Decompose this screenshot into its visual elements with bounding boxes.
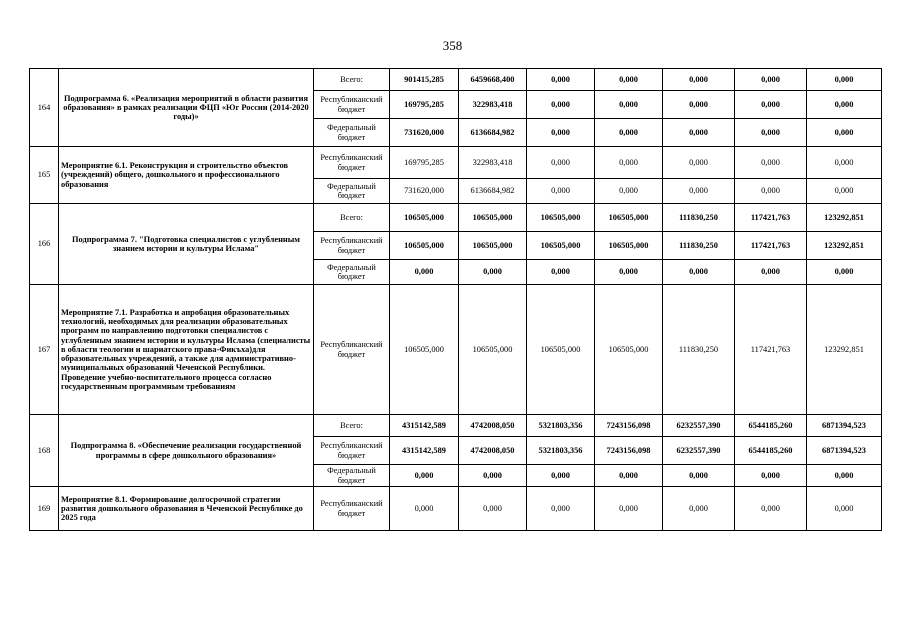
amount-cell: 0,000 — [807, 119, 882, 147]
row-number: 166 — [30, 204, 59, 285]
funding-source: Федеральный бюджет — [314, 465, 390, 487]
amount-cell: 322983,418 — [459, 91, 527, 119]
program-name: Подпрограмма 8. «Обеспечение реализации государственной программы в сфере дошкольного образования» — [59, 415, 314, 487]
amount-cell: 0,000 — [595, 487, 663, 531]
amount-cell: 901415,285 — [390, 69, 459, 91]
amount-cell: 0,000 — [735, 91, 807, 119]
table-row — [30, 69, 882, 91]
program-name: Мероприятие 7.1. Разработка и апробация образовательных технологий, необходимых для реализации образовательных программ по направлению подготовки специалистов с углубленным знанием истории и культуры Ислама (специалисты в области теологии и шариатского права-Фикъха)для образовательных учреждений, а также для административно-муниципальных образований Чеченской Республики. Проведение учебно-воспитательного процесса согласно государственным программным требованиям — [59, 285, 314, 415]
amount-cell: 123292,851 — [807, 285, 882, 415]
amount-cell: 322983,418 — [459, 147, 527, 179]
amount-cell: 4742008,050 — [459, 437, 527, 465]
budget-table — [29, 68, 882, 531]
amount-cell: 0,000 — [595, 465, 663, 487]
amount-cell: 106505,000 — [390, 204, 459, 232]
funding-source: Всего: — [314, 69, 390, 91]
amount-cell: 0,000 — [735, 260, 807, 285]
amount-cell: 106505,000 — [459, 204, 527, 232]
amount-cell: 0,000 — [663, 465, 735, 487]
amount-cell: 0,000 — [663, 69, 735, 91]
amount-cell: 5321803,356 — [527, 437, 595, 465]
program-name: Мероприятие 6.1. Реконструкция и строительство объектов (учреждений) общего, дошкольного и профессионального образования — [59, 147, 314, 204]
amount-cell: 0,000 — [735, 487, 807, 531]
amount-cell: 0,000 — [663, 91, 735, 119]
amount-cell: 0,000 — [807, 487, 882, 531]
amount-cell: 0,000 — [735, 119, 807, 147]
amount-cell: 0,000 — [390, 260, 459, 285]
amount-cell: 6871394,523 — [807, 415, 882, 437]
amount-cell: 6871394,523 — [807, 437, 882, 465]
table-row — [30, 204, 882, 232]
amount-cell: 0,000 — [735, 147, 807, 179]
amount-cell: 0,000 — [527, 179, 595, 204]
amount-cell: 731620,000 — [390, 119, 459, 147]
table-row — [30, 147, 882, 179]
page-number: 358 — [442, 38, 463, 53]
amount-cell: 0,000 — [527, 91, 595, 119]
amount-cell: 106505,000 — [595, 204, 663, 232]
amount-cell: 6459668,400 — [459, 69, 527, 91]
amount-cell: 0,000 — [663, 147, 735, 179]
amount-cell: 0,000 — [527, 69, 595, 91]
amount-cell: 123292,851 — [807, 204, 882, 232]
amount-cell: 0,000 — [459, 260, 527, 285]
amount-cell: 0,000 — [595, 119, 663, 147]
funding-source: Всего: — [314, 204, 390, 232]
amount-cell: 731620,000 — [390, 179, 459, 204]
amount-cell: 7243156,098 — [595, 437, 663, 465]
amount-cell: 0,000 — [663, 260, 735, 285]
amount-cell: 0,000 — [735, 69, 807, 91]
amount-cell: 4742008,050 — [459, 415, 527, 437]
row-number: 165 — [30, 147, 59, 204]
row-number: 169 — [30, 487, 59, 531]
funding-source: Республиканский бюджет — [314, 487, 390, 531]
table-row — [30, 487, 882, 531]
amount-cell: 169795,285 — [390, 91, 459, 119]
table-row — [30, 285, 882, 415]
program-name: Подпрограмма 6. «Реализация мероприятий в области развития образования» в рамках реализации ФЦП «Юг России (2014-2020 годы)» — [59, 69, 314, 147]
amount-cell: 0,000 — [807, 147, 882, 179]
funding-source: Республиканский бюджет — [314, 232, 390, 260]
amount-cell: 0,000 — [527, 487, 595, 531]
amount-cell: 0,000 — [807, 69, 882, 91]
row-number: 167 — [30, 285, 59, 415]
amount-cell: 111830,250 — [663, 285, 735, 415]
amount-cell: 0,000 — [527, 260, 595, 285]
amount-cell: 6544185,260 — [735, 415, 807, 437]
amount-cell: 106505,000 — [390, 232, 459, 260]
funding-source: Федеральный бюджет — [314, 179, 390, 204]
amount-cell: 117421,763 — [735, 204, 807, 232]
amount-cell: 7243156,098 — [595, 415, 663, 437]
funding-source: Федеральный бюджет — [314, 119, 390, 147]
amount-cell: 0,000 — [527, 147, 595, 179]
amount-cell: 5321803,356 — [527, 415, 595, 437]
amount-cell: 106505,000 — [595, 232, 663, 260]
amount-cell: 169795,285 — [390, 147, 459, 179]
amount-cell: 123292,851 — [807, 232, 882, 260]
amount-cell: 0,000 — [807, 91, 882, 119]
amount-cell: 0,000 — [735, 179, 807, 204]
program-name: Мероприятие 8.1. Формирование долгосрочной стратегии развития дошкольного образования в Чеченской Республике до 2025 года — [59, 487, 314, 531]
funding-source: Республиканский бюджет — [314, 437, 390, 465]
amount-cell: 106505,000 — [527, 204, 595, 232]
funding-source: Республиканский бюджет — [314, 147, 390, 179]
amount-cell: 0,000 — [595, 179, 663, 204]
amount-cell: 6232557,390 — [663, 437, 735, 465]
amount-cell: 6136684,982 — [459, 179, 527, 204]
amount-cell: 0,000 — [663, 179, 735, 204]
funding-source: Республиканский бюджет — [314, 285, 390, 415]
amount-cell: 117421,763 — [735, 285, 807, 415]
table-row — [30, 415, 882, 437]
amount-cell: 0,000 — [595, 91, 663, 119]
amount-cell: 106505,000 — [390, 285, 459, 415]
amount-cell: 111830,250 — [663, 232, 735, 260]
funding-source: Федеральный бюджет — [314, 260, 390, 285]
amount-cell: 0,000 — [807, 179, 882, 204]
program-name: Подпрограмма 7. "Подготовка специалистов с углубленным знанием истории и культуры Ислама" — [59, 204, 314, 285]
amount-cell: 106505,000 — [527, 232, 595, 260]
amount-cell: 0,000 — [390, 487, 459, 531]
amount-cell: 4315142,589 — [390, 437, 459, 465]
funding-source: Республиканский бюджет — [314, 91, 390, 119]
amount-cell: 0,000 — [595, 260, 663, 285]
row-number: 164 — [30, 69, 59, 147]
amount-cell: 0,000 — [459, 487, 527, 531]
amount-cell: 0,000 — [663, 119, 735, 147]
amount-cell: 0,000 — [735, 465, 807, 487]
amount-cell: 106505,000 — [595, 285, 663, 415]
amount-cell: 0,000 — [807, 465, 882, 487]
amount-cell: 0,000 — [595, 69, 663, 91]
amount-cell: 6136684,982 — [459, 119, 527, 147]
amount-cell: 6544185,260 — [735, 437, 807, 465]
amount-cell: 4315142,589 — [390, 415, 459, 437]
amount-cell: 106505,000 — [459, 285, 527, 415]
row-number: 168 — [30, 415, 59, 487]
amount-cell: 0,000 — [527, 465, 595, 487]
amount-cell: 0,000 — [807, 260, 882, 285]
amount-cell: 106505,000 — [527, 285, 595, 415]
amount-cell: 0,000 — [663, 487, 735, 531]
funding-source: Всего: — [314, 415, 390, 437]
amount-cell: 6232557,390 — [663, 415, 735, 437]
amount-cell: 0,000 — [459, 465, 527, 487]
amount-cell: 117421,763 — [735, 232, 807, 260]
amount-cell: 0,000 — [390, 465, 459, 487]
amount-cell: 106505,000 — [459, 232, 527, 260]
amount-cell: 111830,250 — [663, 204, 735, 232]
amount-cell: 0,000 — [595, 147, 663, 179]
amount-cell: 0,000 — [527, 119, 595, 147]
